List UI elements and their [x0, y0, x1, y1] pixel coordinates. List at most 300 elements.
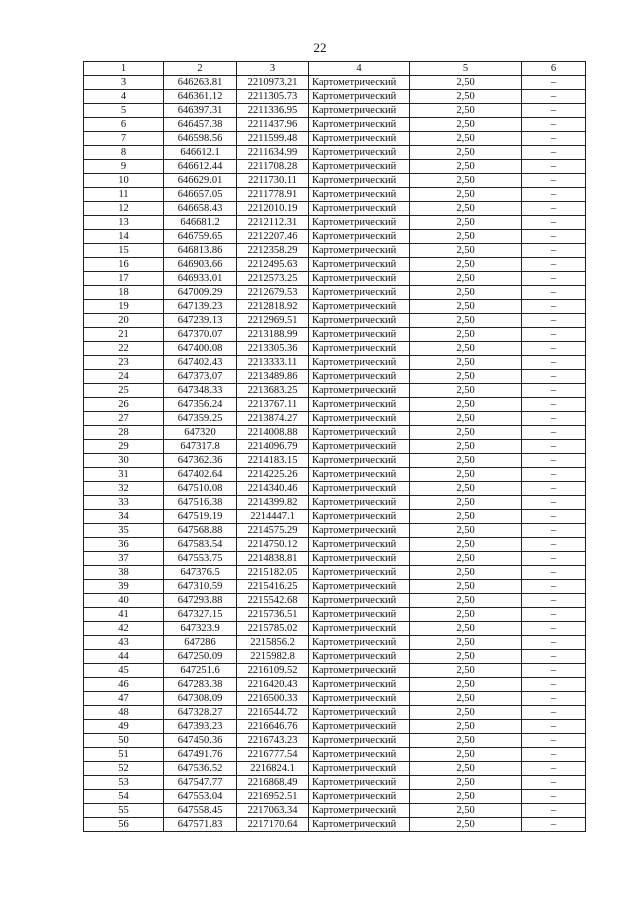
note-cell: –: [522, 258, 586, 272]
table-row: [84, 104, 586, 118]
point-number-cell: 55: [84, 804, 164, 818]
x-coordinate-cell: 647348.33: [164, 384, 237, 398]
accuracy-cell: 2,50: [410, 398, 522, 412]
x-coordinate-cell: 647553.04: [164, 790, 237, 804]
point-number-cell: 35: [84, 524, 164, 538]
point-number-cell: 28: [84, 426, 164, 440]
y-coordinate-cell: 2211634.99: [237, 146, 309, 160]
x-coordinate-cell: 646598.56: [164, 132, 237, 146]
table-row: [84, 510, 586, 524]
table-row: [84, 804, 586, 818]
point-number-cell: 46: [84, 678, 164, 692]
y-coordinate-cell: 2213767.11: [237, 398, 309, 412]
point-number-cell: 10: [84, 174, 164, 188]
x-coordinate-cell: 647139.23: [164, 300, 237, 314]
point-number-cell: 23: [84, 356, 164, 370]
method-cell: Картометрический: [309, 790, 410, 804]
x-coordinate-cell: 647317.8: [164, 440, 237, 454]
y-coordinate-cell: 2216952.51: [237, 790, 309, 804]
column-header: 4: [309, 62, 410, 76]
method-cell: Картометрический: [309, 76, 410, 90]
note-cell: –: [522, 230, 586, 244]
note-cell: –: [522, 678, 586, 692]
method-cell: Картометрический: [309, 566, 410, 580]
table-row: [84, 706, 586, 720]
method-cell: Картометрический: [309, 328, 410, 342]
y-coordinate-cell: 2212969.51: [237, 314, 309, 328]
point-number-cell: 4: [84, 90, 164, 104]
method-cell: Картометрический: [309, 482, 410, 496]
note-cell: –: [522, 804, 586, 818]
x-coordinate-cell: 647323.9: [164, 622, 237, 636]
table-row: [84, 356, 586, 370]
method-cell: Картометрический: [309, 342, 410, 356]
point-number-cell: 11: [84, 188, 164, 202]
x-coordinate-cell: 647283.38: [164, 678, 237, 692]
note-cell: –: [522, 426, 586, 440]
note-cell: –: [522, 538, 586, 552]
method-cell: Картометрический: [309, 258, 410, 272]
method-cell: Картометрический: [309, 538, 410, 552]
x-coordinate-cell: 646903.66: [164, 258, 237, 272]
x-coordinate-cell: 647327.15: [164, 608, 237, 622]
y-coordinate-cell: 2211437.96: [237, 118, 309, 132]
note-cell: –: [522, 776, 586, 790]
method-cell: Картометрический: [309, 664, 410, 678]
method-cell: Картометрический: [309, 636, 410, 650]
point-number-cell: 33: [84, 496, 164, 510]
method-cell: Картометрический: [309, 370, 410, 384]
point-number-cell: 34: [84, 510, 164, 524]
table-row: [84, 118, 586, 132]
x-coordinate-cell: 647310.59: [164, 580, 237, 594]
x-coordinate-cell: 647536.52: [164, 762, 237, 776]
method-cell: Картометрический: [309, 286, 410, 300]
method-cell: Картометрический: [309, 678, 410, 692]
point-number-cell: 31: [84, 468, 164, 482]
point-number-cell: 53: [84, 776, 164, 790]
table-row: [84, 734, 586, 748]
accuracy-cell: 2,50: [410, 818, 522, 832]
coordinates-table: [83, 61, 586, 832]
point-number-cell: 19: [84, 300, 164, 314]
accuracy-cell: 2,50: [410, 524, 522, 538]
x-coordinate-cell: 646657.05: [164, 188, 237, 202]
method-cell: Картометрический: [309, 496, 410, 510]
note-cell: –: [522, 174, 586, 188]
method-cell: Картометрический: [309, 90, 410, 104]
table-row: [84, 790, 586, 804]
x-coordinate-cell: 647370.07: [164, 328, 237, 342]
table-row: [84, 286, 586, 300]
y-coordinate-cell: 2214183.15: [237, 454, 309, 468]
note-cell: –: [522, 566, 586, 580]
y-coordinate-cell: 2215182.05: [237, 566, 309, 580]
x-coordinate-cell: 647400.08: [164, 342, 237, 356]
x-coordinate-cell: 646813.86: [164, 244, 237, 258]
table-row: [84, 622, 586, 636]
table-row: [84, 608, 586, 622]
note-cell: –: [522, 650, 586, 664]
column-header: 5: [410, 62, 522, 76]
method-cell: Картометрический: [309, 748, 410, 762]
point-number-cell: 9: [84, 160, 164, 174]
table-row: [84, 496, 586, 510]
method-cell: Картометрический: [309, 384, 410, 398]
method-cell: Картометрический: [309, 398, 410, 412]
x-coordinate-cell: 647450.36: [164, 734, 237, 748]
point-number-cell: 40: [84, 594, 164, 608]
table-row: [84, 454, 586, 468]
method-cell: Картометрический: [309, 118, 410, 132]
accuracy-cell: 2,50: [410, 650, 522, 664]
y-coordinate-cell: 2211778.91: [237, 188, 309, 202]
accuracy-cell: 2,50: [410, 342, 522, 356]
note-cell: –: [522, 104, 586, 118]
note-cell: –: [522, 818, 586, 832]
note-cell: –: [522, 342, 586, 356]
table-row: [84, 524, 586, 538]
point-number-cell: 22: [84, 342, 164, 356]
table-row: [84, 160, 586, 174]
method-cell: Картометрический: [309, 160, 410, 174]
point-number-cell: 20: [84, 314, 164, 328]
note-cell: –: [522, 748, 586, 762]
y-coordinate-cell: 2214340.46: [237, 482, 309, 496]
y-coordinate-cell: 2212573.25: [237, 272, 309, 286]
method-cell: Картометрический: [309, 202, 410, 216]
y-coordinate-cell: 2212358.29: [237, 244, 309, 258]
y-coordinate-cell: 2215856.2: [237, 636, 309, 650]
table-row: [84, 748, 586, 762]
note-cell: –: [522, 272, 586, 286]
table-row: [84, 300, 586, 314]
table-row: [84, 76, 586, 90]
y-coordinate-cell: 2212010.19: [237, 202, 309, 216]
x-coordinate-cell: 646759.65: [164, 230, 237, 244]
point-number-cell: 24: [84, 370, 164, 384]
y-coordinate-cell: 2215736.51: [237, 608, 309, 622]
note-cell: –: [522, 300, 586, 314]
accuracy-cell: 2,50: [410, 384, 522, 398]
y-coordinate-cell: 2211708.28: [237, 160, 309, 174]
point-number-cell: 17: [84, 272, 164, 286]
point-number-cell: 37: [84, 552, 164, 566]
table-header-row: [84, 62, 586, 76]
point-number-cell: 47: [84, 692, 164, 706]
x-coordinate-cell: 647286: [164, 636, 237, 650]
y-coordinate-cell: 2211599.48: [237, 132, 309, 146]
note-cell: –: [522, 454, 586, 468]
y-coordinate-cell: 2216109.52: [237, 664, 309, 678]
x-coordinate-cell: 646658.43: [164, 202, 237, 216]
x-coordinate-cell: 647320: [164, 426, 237, 440]
column-header: 1: [84, 62, 164, 76]
y-coordinate-cell: 2214399.82: [237, 496, 309, 510]
x-coordinate-cell: 646457.38: [164, 118, 237, 132]
note-cell: –: [522, 524, 586, 538]
table-row: [84, 566, 586, 580]
note-cell: –: [522, 594, 586, 608]
y-coordinate-cell: 2212818.92: [237, 300, 309, 314]
x-coordinate-cell: 647359.25: [164, 412, 237, 426]
note-cell: –: [522, 622, 586, 636]
method-cell: Картометрический: [309, 146, 410, 160]
table-row: [84, 650, 586, 664]
note-cell: –: [522, 608, 586, 622]
accuracy-cell: 2,50: [410, 286, 522, 300]
table-row: [84, 328, 586, 342]
note-cell: –: [522, 510, 586, 524]
accuracy-cell: 2,50: [410, 412, 522, 426]
y-coordinate-cell: 2211730.11: [237, 174, 309, 188]
y-coordinate-cell: 2210973.21: [237, 76, 309, 90]
note-cell: –: [522, 790, 586, 804]
accuracy-cell: 2,50: [410, 776, 522, 790]
table-row: [84, 188, 586, 202]
y-coordinate-cell: 2216743.23: [237, 734, 309, 748]
accuracy-cell: 2,50: [410, 734, 522, 748]
point-number-cell: 7: [84, 132, 164, 146]
method-cell: Картометрический: [309, 552, 410, 566]
accuracy-cell: 2,50: [410, 244, 522, 258]
table-row: [84, 244, 586, 258]
column-header: 6: [522, 62, 586, 76]
x-coordinate-cell: 647308.09: [164, 692, 237, 706]
method-cell: Картометрический: [309, 510, 410, 524]
y-coordinate-cell: 2216777.54: [237, 748, 309, 762]
accuracy-cell: 2,50: [410, 440, 522, 454]
accuracy-cell: 2,50: [410, 76, 522, 90]
table-row: [84, 538, 586, 552]
page-number: 22: [313, 40, 327, 55]
method-cell: Картометрический: [309, 818, 410, 832]
y-coordinate-cell: 2214225.26: [237, 468, 309, 482]
accuracy-cell: 2,50: [410, 762, 522, 776]
note-cell: –: [522, 76, 586, 90]
point-number-cell: 8: [84, 146, 164, 160]
method-cell: Картометрический: [309, 454, 410, 468]
y-coordinate-cell: 2217170.64: [237, 818, 309, 832]
x-coordinate-cell: 647583.54: [164, 538, 237, 552]
note-cell: –: [522, 552, 586, 566]
accuracy-cell: 2,50: [410, 664, 522, 678]
accuracy-cell: 2,50: [410, 720, 522, 734]
y-coordinate-cell: 2216500.33: [237, 692, 309, 706]
table-row: [84, 216, 586, 230]
accuracy-cell: 2,50: [410, 146, 522, 160]
point-number-cell: 12: [84, 202, 164, 216]
y-coordinate-cell: 2212207.46: [237, 230, 309, 244]
x-coordinate-cell: 646612.1: [164, 146, 237, 160]
x-coordinate-cell: 647402.43: [164, 356, 237, 370]
x-coordinate-cell: 647510.08: [164, 482, 237, 496]
y-coordinate-cell: 2211336.95: [237, 104, 309, 118]
table-row: [84, 202, 586, 216]
point-number-cell: 14: [84, 230, 164, 244]
accuracy-cell: 2,50: [410, 90, 522, 104]
note-cell: –: [522, 762, 586, 776]
y-coordinate-cell: 2214575.29: [237, 524, 309, 538]
note-cell: –: [522, 440, 586, 454]
accuracy-cell: 2,50: [410, 202, 522, 216]
table-row: [84, 776, 586, 790]
table-row: [84, 482, 586, 496]
accuracy-cell: 2,50: [410, 104, 522, 118]
point-number-cell: 56: [84, 818, 164, 832]
point-number-cell: 18: [84, 286, 164, 300]
accuracy-cell: 2,50: [410, 454, 522, 468]
point-number-cell: 44: [84, 650, 164, 664]
method-cell: Картометрический: [309, 706, 410, 720]
method-cell: Картометрический: [309, 608, 410, 622]
accuracy-cell: 2,50: [410, 426, 522, 440]
x-coordinate-cell: 646681.2: [164, 216, 237, 230]
method-cell: Картометрический: [309, 692, 410, 706]
note-cell: –: [522, 244, 586, 258]
point-number-cell: 21: [84, 328, 164, 342]
x-coordinate-cell: 647362.36: [164, 454, 237, 468]
accuracy-cell: 2,50: [410, 622, 522, 636]
x-coordinate-cell: 646263.81: [164, 76, 237, 90]
method-cell: Картометрический: [309, 132, 410, 146]
table-row: [84, 818, 586, 832]
method-cell: Картометрический: [309, 188, 410, 202]
accuracy-cell: 2,50: [410, 300, 522, 314]
table-row: [84, 370, 586, 384]
table-row: [84, 398, 586, 412]
table-row: [84, 426, 586, 440]
x-coordinate-cell: 647328.27: [164, 706, 237, 720]
method-cell: Картометрический: [309, 174, 410, 188]
accuracy-cell: 2,50: [410, 804, 522, 818]
accuracy-cell: 2,50: [410, 132, 522, 146]
table-row: [84, 580, 586, 594]
table-row: [84, 636, 586, 650]
y-coordinate-cell: 2213333.11: [237, 356, 309, 370]
note-cell: –: [522, 216, 586, 230]
method-cell: Картометрический: [309, 776, 410, 790]
y-coordinate-cell: 2214750.12: [237, 538, 309, 552]
method-cell: Картометрический: [309, 720, 410, 734]
y-coordinate-cell: 2216544.72: [237, 706, 309, 720]
note-cell: –: [522, 692, 586, 706]
x-coordinate-cell: 646933.01: [164, 272, 237, 286]
x-coordinate-cell: 647293.88: [164, 594, 237, 608]
method-cell: Картометрический: [309, 524, 410, 538]
accuracy-cell: 2,50: [410, 594, 522, 608]
x-coordinate-cell: 647571.83: [164, 818, 237, 832]
y-coordinate-cell: 2213874.27: [237, 412, 309, 426]
method-cell: Картометрический: [309, 356, 410, 370]
point-number-cell: 54: [84, 790, 164, 804]
note-cell: –: [522, 412, 586, 426]
column-header: 2: [164, 62, 237, 76]
point-number-cell: 38: [84, 566, 164, 580]
accuracy-cell: 2,50: [410, 328, 522, 342]
x-coordinate-cell: 646397.31: [164, 104, 237, 118]
y-coordinate-cell: 2211305.73: [237, 90, 309, 104]
x-coordinate-cell: 647376.5: [164, 566, 237, 580]
point-number-cell: 41: [84, 608, 164, 622]
y-coordinate-cell: 2214096.79: [237, 440, 309, 454]
table-row: [84, 678, 586, 692]
accuracy-cell: 2,50: [410, 258, 522, 272]
table-row: [84, 552, 586, 566]
table-row: [84, 692, 586, 706]
y-coordinate-cell: 2213683.25: [237, 384, 309, 398]
method-cell: Картометрический: [309, 594, 410, 608]
note-cell: –: [522, 384, 586, 398]
method-cell: Картометрический: [309, 440, 410, 454]
point-number-cell: 27: [84, 412, 164, 426]
point-number-cell: 26: [84, 398, 164, 412]
y-coordinate-cell: 2212495.63: [237, 258, 309, 272]
table-row: [84, 664, 586, 678]
y-coordinate-cell: 2213305.36: [237, 342, 309, 356]
point-number-cell: 42: [84, 622, 164, 636]
accuracy-cell: 2,50: [410, 230, 522, 244]
note-cell: –: [522, 286, 586, 300]
table-row: [84, 384, 586, 398]
y-coordinate-cell: 2216646.76: [237, 720, 309, 734]
table-row: [84, 146, 586, 160]
method-cell: Картометрический: [309, 804, 410, 818]
method-cell: Картометрический: [309, 244, 410, 258]
note-cell: –: [522, 468, 586, 482]
note-cell: –: [522, 90, 586, 104]
table-row: [84, 342, 586, 356]
note-cell: –: [522, 664, 586, 678]
method-cell: Картометрический: [309, 230, 410, 244]
note-cell: –: [522, 132, 586, 146]
point-number-cell: 25: [84, 384, 164, 398]
note-cell: –: [522, 370, 586, 384]
y-coordinate-cell: 2217063.34: [237, 804, 309, 818]
x-coordinate-cell: 647393.23: [164, 720, 237, 734]
table-row: [84, 90, 586, 104]
method-cell: Картометрический: [309, 272, 410, 286]
note-cell: –: [522, 328, 586, 342]
point-number-cell: 32: [84, 482, 164, 496]
accuracy-cell: 2,50: [410, 790, 522, 804]
note-cell: –: [522, 188, 586, 202]
x-coordinate-cell: 647009.29: [164, 286, 237, 300]
note-cell: –: [522, 636, 586, 650]
accuracy-cell: 2,50: [410, 118, 522, 132]
note-cell: –: [522, 496, 586, 510]
point-number-cell: 15: [84, 244, 164, 258]
table-row: [84, 258, 586, 272]
point-number-cell: 45: [84, 664, 164, 678]
y-coordinate-cell: 2213489.86: [237, 370, 309, 384]
table-row: [84, 412, 586, 426]
x-coordinate-cell: 647250.09: [164, 650, 237, 664]
point-number-cell: 43: [84, 636, 164, 650]
x-coordinate-cell: 647356.24: [164, 398, 237, 412]
x-coordinate-cell: 647239.13: [164, 314, 237, 328]
column-header: 3: [237, 62, 309, 76]
accuracy-cell: 2,50: [410, 608, 522, 622]
point-number-cell: 30: [84, 454, 164, 468]
point-number-cell: 16: [84, 258, 164, 272]
table-row: [84, 440, 586, 454]
note-cell: –: [522, 118, 586, 132]
y-coordinate-cell: 2212112.31: [237, 216, 309, 230]
accuracy-cell: 2,50: [410, 160, 522, 174]
point-number-cell: 48: [84, 706, 164, 720]
accuracy-cell: 2,50: [410, 510, 522, 524]
